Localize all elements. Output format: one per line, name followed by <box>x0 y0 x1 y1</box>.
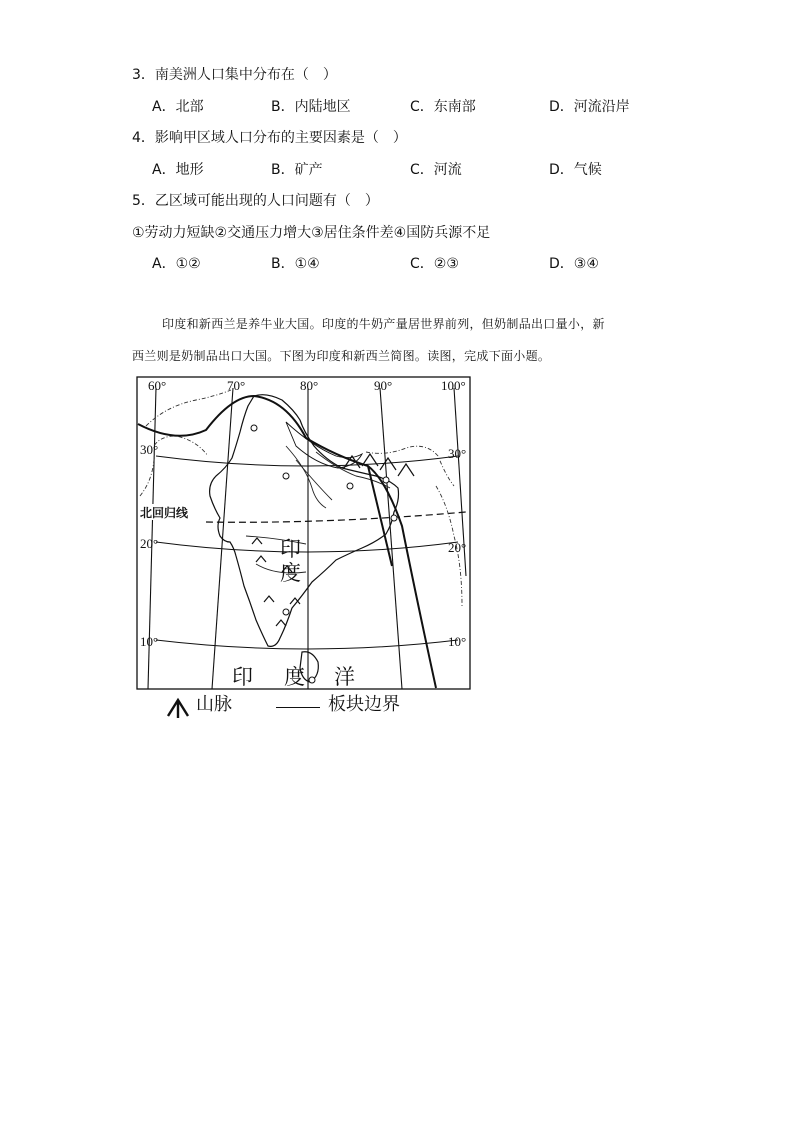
india-label-2: 度 <box>280 561 301 585</box>
india-map <box>136 376 472 692</box>
india-label-1: 印 <box>280 537 301 561</box>
lon-80-label: 80° <box>300 378 319 393</box>
passage-line-1: 印度和新西兰是养牛业大国。印度的牛奶产量居世界前列，但奶制品出口量小，新 <box>162 317 605 331</box>
legend-boundary-label: 板块边界 <box>328 694 400 715</box>
legend-boundary-line-icon <box>276 707 320 708</box>
mountain-symbol-icon <box>166 696 194 718</box>
q5-option-d: D．③④ <box>549 256 599 272</box>
q4-option-c: C．河流 <box>410 162 462 178</box>
lon-60-label: 60° <box>148 378 167 393</box>
lat-20-right-label: 20° <box>448 540 467 555</box>
q5-option-b: B．①④ <box>271 256 320 272</box>
q4-option-a: A．地形 <box>152 162 204 178</box>
q3-option-d: D．河流沿岸 <box>549 99 630 115</box>
ocean-label-2: 度 <box>284 665 305 689</box>
lon-70-label: 70° <box>227 378 246 393</box>
ocean-label-1: 印 <box>232 665 253 689</box>
q3-option-b: B．内陆地区 <box>271 99 351 115</box>
legend-mountain-label: 山脉 <box>196 694 232 715</box>
q5-option-a: A．①② <box>152 256 201 272</box>
lat-20-left-label: 20° <box>140 536 159 551</box>
question-4-stem: 4．影响甲区域人口分布的主要因素是（ ） <box>132 130 407 146</box>
q3-option-c: C．东南部 <box>410 99 476 115</box>
q4-option-d: D．气候 <box>549 162 602 178</box>
lat-30-left-label: 30° <box>140 442 159 457</box>
map-frame <box>137 377 470 689</box>
reading-passage <box>132 308 662 372</box>
question-5-statements: ①劳动力短缺②交通压力增大③居住条件差④国防兵源不足 <box>132 225 491 241</box>
q4-option-b: B．矿产 <box>271 162 323 178</box>
question-5-stem: 5．乙区域可能出现的人口问题有（ ） <box>132 193 379 209</box>
lon-100-label: 100° <box>441 378 466 393</box>
lat-10-left-label: 10° <box>140 634 159 649</box>
question-3-stem: 3．南美洲人口集中分布在（ ） <box>132 67 337 83</box>
q5-option-c: C．②③ <box>410 256 459 272</box>
lat-30-right-label: 30° <box>448 446 467 461</box>
ocean-label-3: 洋 <box>334 665 355 689</box>
passage-line-2: 西兰则是奶制品出口大国。下图为印度和新西兰简图。读图，完成下面小题。 <box>132 349 551 363</box>
lat-10-right-label: 10° <box>448 634 467 649</box>
lon-90-label: 90° <box>374 378 393 393</box>
q3-option-a: A．北部 <box>152 99 204 115</box>
tropic-label: 北回归线 <box>140 506 189 520</box>
